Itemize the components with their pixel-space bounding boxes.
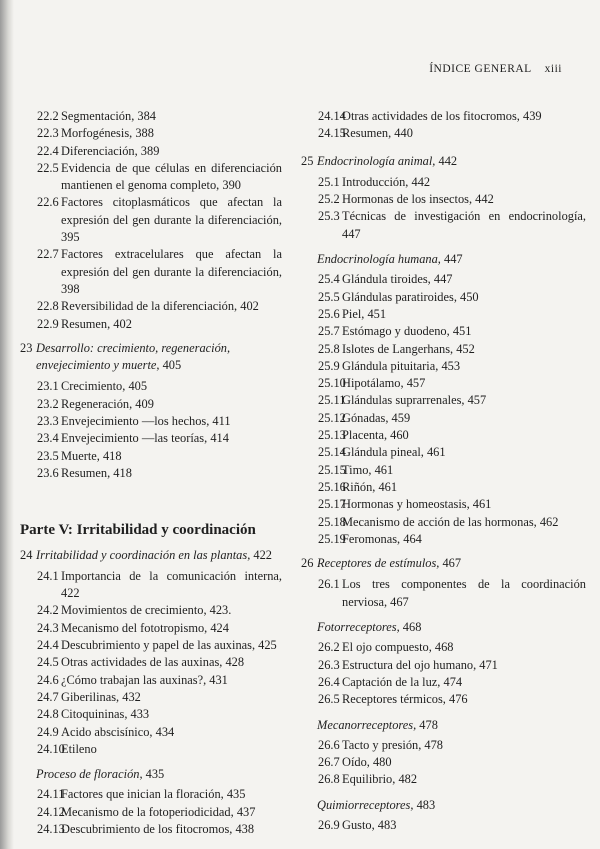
- chapter-26-heading: [301, 555, 586, 572]
- entry-number: 26.8: [318, 772, 340, 787]
- toc-entry: [20, 602, 282, 619]
- list-24-cont: [301, 108, 586, 143]
- list-26d: [301, 817, 586, 834]
- list-26b: [301, 639, 586, 708]
- entry-number: 26.9: [318, 817, 340, 832]
- toc-entry: [301, 341, 586, 358]
- entry-text: Piel, 451: [342, 306, 387, 321]
- toc-entry: [20, 396, 282, 413]
- toc-entry: [20, 786, 282, 803]
- toc-entry: [301, 737, 586, 754]
- entry-number: 24.14: [318, 109, 346, 123]
- entry-number: 25.9: [318, 358, 340, 373]
- entry-text: Mecanismo de acción de las hormonas, 462: [342, 514, 559, 529]
- entry-number: 25.3: [318, 209, 340, 224]
- entry-text: Equilibrio, 482: [342, 772, 418, 787]
- toc-entry: [301, 358, 586, 375]
- entry-text: Placenta, 460: [342, 428, 409, 443]
- entry-text: Otras actividades de las auxinas, 428: [61, 655, 245, 670]
- entry-number: 25.16: [318, 479, 346, 494]
- entry-number: 24.12: [37, 804, 65, 819]
- entry-text: Introducción, 442: [342, 174, 431, 189]
- list-26c: [301, 737, 586, 789]
- entry-number: 25.14: [318, 445, 346, 460]
- entry-text: Resumen, 418: [61, 465, 132, 480]
- entry-number: 24.6: [37, 672, 59, 687]
- entry-text: Citoquininas, 433: [61, 707, 150, 722]
- entry-text: Factores que inician la floración, 435: [61, 787, 246, 802]
- toc-entry: [20, 246, 282, 298]
- entry-number: 25.6: [318, 306, 340, 321]
- entry-number: 23.6: [37, 465, 59, 480]
- list-24b: [20, 786, 282, 838]
- toc-entry: [301, 514, 586, 531]
- toc-entry: [20, 706, 282, 723]
- entry-text: Glándulas paratiroides, 450: [342, 289, 479, 304]
- entry-number: 24.8: [37, 707, 59, 722]
- toc-entry: [20, 689, 282, 706]
- chapter-title: Desarrollo: crecimiento, regeneración, envejecimiento y muerte,: [36, 340, 231, 373]
- toc-entry: [301, 191, 586, 208]
- toc-entry: [301, 271, 586, 288]
- entry-text: Importancia de la comunicación interna, 422: [61, 568, 282, 601]
- entry-number: 22.5: [37, 160, 59, 175]
- toc-entry: [20, 378, 282, 395]
- entry-number: 26.5: [318, 692, 340, 707]
- entry-number: 25.17: [318, 497, 346, 512]
- toc-entry: [20, 724, 282, 741]
- entry-number: 25.5: [318, 289, 340, 304]
- entry-text: Tacto y presión, 478: [342, 737, 443, 752]
- toc-entry: [20, 568, 282, 603]
- toc-entry: [301, 771, 586, 788]
- toc-entry: [301, 427, 586, 444]
- toc-entry: [301, 674, 586, 691]
- toc-entry: [301, 125, 586, 142]
- entry-text: Muerte, 418: [61, 448, 122, 463]
- entry-number: 25.15: [318, 462, 346, 477]
- entry-number: 25.10: [318, 376, 346, 391]
- toc-entry: [301, 531, 586, 548]
- entry-text: Crecimiento, 405: [61, 379, 148, 394]
- entry-text: Regeneración, 409: [61, 396, 154, 411]
- entry-number: 24.3: [37, 620, 59, 635]
- subsection-title: Mecanorreceptores,: [317, 717, 417, 732]
- header-page-number: xiii: [544, 63, 562, 75]
- toc-entry: [20, 316, 282, 333]
- subsection-title: Quimiorreceptores,: [317, 797, 414, 812]
- chapter-title: Endocrinología animal,: [317, 153, 436, 168]
- subsection-floracion: [20, 766, 282, 783]
- entry-text: Mecanismo del fototropismo, 424: [61, 620, 229, 635]
- entry-text: Oído, 480: [342, 755, 392, 770]
- list-24: [20, 568, 282, 758]
- toc-entry: [301, 410, 586, 427]
- toc-entry: [301, 462, 586, 479]
- entry-text: Descubrimiento de los fitocromos, 438: [61, 821, 255, 836]
- entry-number: 26.6: [318, 737, 340, 752]
- subsection-quimiorreceptores: [301, 797, 586, 814]
- list-25: [301, 174, 586, 243]
- subsection-title: Proceso de floración,: [36, 767, 143, 782]
- entry-text: Glándula tiroides, 447: [342, 272, 453, 287]
- entry-text: Gusto, 483: [342, 817, 397, 832]
- toc-entry: [301, 817, 586, 834]
- entry-text: Mecanismo de la fotoperiodicidad, 437: [61, 804, 256, 819]
- toc-entry: [301, 496, 586, 513]
- entry-text: Estructura del ojo humano, 471: [342, 657, 498, 672]
- entry-number: 23.3: [37, 414, 59, 429]
- toc-entry: [301, 323, 586, 340]
- toc-entry: [301, 691, 586, 708]
- entry-number: 23.1: [37, 379, 59, 394]
- chapter-title: Irritabilidad y coordinación en las plantas,: [36, 547, 251, 562]
- entry-number: 24.7: [37, 689, 59, 704]
- entry-text: Acido abscisínico, 434: [61, 724, 175, 739]
- subsection-page: 478: [416, 717, 438, 732]
- left-column: [20, 108, 282, 838]
- entry-number: 22.2: [37, 109, 59, 123]
- entry-text: Diferenciación, 389: [61, 143, 160, 158]
- toc-entry: [301, 576, 586, 611]
- entry-text: Receptores térmicos, 476: [342, 692, 468, 707]
- entry-number: 22.7: [37, 247, 59, 262]
- entry-text: Técnicas de investigación en endocrinología, 447: [342, 209, 586, 241]
- subsection-humana: [301, 251, 586, 268]
- entry-text: Hormonas de los insectos, 442: [342, 192, 494, 207]
- entry-text: Giberilinas, 432: [61, 689, 141, 704]
- entry-number: 25.19: [318, 531, 346, 546]
- toc-entry: [301, 174, 586, 191]
- toc-entry: [20, 637, 282, 654]
- entry-number: 24.9: [37, 724, 59, 739]
- entry-number: 25.18: [318, 514, 346, 529]
- chapter-25-heading: [301, 153, 586, 170]
- toc-entry: [20, 160, 282, 195]
- entry-text: Factores extracelulares que afectan la expresión del gen durante la diferenciación, 398: [61, 247, 282, 296]
- subsection-title: Endocrinología humana,: [317, 252, 441, 267]
- toc-entry: [301, 108, 586, 125]
- entry-text: Otras actividades de los fitocromos, 439: [342, 109, 542, 123]
- entry-number: 24.5: [37, 655, 59, 670]
- entry-number: 24.4: [37, 638, 59, 653]
- entry-number: 25.12: [318, 410, 346, 425]
- entry-number: 22.3: [37, 126, 59, 141]
- toc-entry: [20, 413, 282, 430]
- entry-text: Captación de la luz, 474: [342, 674, 463, 689]
- toc-entry: [301, 657, 586, 674]
- entry-text: Reversibilidad de la diferenciación, 402: [61, 299, 259, 314]
- toc-entry: [301, 306, 586, 323]
- subsection-fotorreceptores: [301, 619, 586, 636]
- chapter-24-heading: [20, 547, 282, 564]
- entry-text: Timo, 461: [342, 462, 394, 477]
- entry-number: 24.11: [37, 787, 65, 802]
- entry-text: Glándula pituitaria, 453: [342, 358, 461, 373]
- entry-text: Hipotálamo, 457: [342, 376, 426, 391]
- toc-entry: [20, 804, 282, 821]
- entry-text: Evidencia de que células en diferenciación mantienen el genoma completo, 390: [61, 160, 282, 193]
- entry-number: 23.4: [37, 431, 59, 446]
- entry-text: El ojo compuesto, 468: [342, 640, 454, 655]
- toc-entry: [20, 448, 282, 465]
- subsection-page: 483: [413, 797, 436, 812]
- entry-number: 24.15: [318, 126, 346, 141]
- entry-text: Glándula pineal, 461: [342, 445, 446, 460]
- subsection-page: 447: [440, 252, 463, 267]
- chapter-page: 422: [250, 547, 272, 562]
- entry-number: 25.13: [318, 428, 346, 443]
- entry-number: 24.13: [37, 821, 65, 836]
- entry-number: 23.5: [37, 448, 59, 463]
- chapter-number: 26: [301, 556, 314, 571]
- subsection-page: 468: [399, 620, 422, 635]
- toc-entry: [20, 821, 282, 838]
- toc-entry: [20, 620, 282, 637]
- toc-entry: [20, 672, 282, 689]
- toc-entry: [20, 125, 282, 142]
- entry-number: 24.10: [37, 741, 65, 756]
- entry-number: 22.6: [37, 195, 59, 210]
- entry-text: Feromonas, 464: [342, 531, 422, 546]
- entry-text: Segmentación, 384: [61, 109, 156, 123]
- entry-number: 22.9: [37, 316, 59, 331]
- toc-entry: [20, 654, 282, 671]
- entry-text: Riñón, 461: [342, 479, 398, 494]
- entry-number: 26.1: [318, 577, 340, 592]
- entry-text: Gónadas, 459: [342, 410, 411, 425]
- list-26: [301, 576, 586, 611]
- entry-number: 25.11: [318, 393, 346, 408]
- entry-number: 26.3: [318, 657, 340, 672]
- toc-entry: [20, 465, 282, 482]
- entry-number: 25.7: [318, 324, 340, 339]
- part-heading: Parte V: Irritabilidad y coordinación: [20, 522, 256, 539]
- running-header: [429, 63, 562, 75]
- entry-number: 24.2: [37, 603, 59, 618]
- entry-number: 26.7: [318, 755, 340, 770]
- toc-entry: [301, 208, 586, 243]
- toc-entry: [20, 741, 282, 758]
- entry-text: Envejecimiento —los hechos, 411: [61, 414, 231, 429]
- header-title: ÍNDICE GENERAL: [429, 63, 532, 75]
- right-column: [301, 108, 586, 834]
- toc-entry: [301, 392, 586, 409]
- toc-entry: [301, 289, 586, 306]
- entry-number: 22.8: [37, 299, 59, 314]
- toc-entry: [20, 298, 282, 315]
- toc-entry: [301, 754, 586, 771]
- chapter-number: 25: [301, 153, 314, 168]
- entry-text: Morfogénesis, 388: [61, 126, 154, 141]
- chapter-title: Receptores de estímulos,: [317, 556, 440, 571]
- chapter-number: 24: [20, 547, 33, 562]
- list-23: [20, 378, 282, 482]
- entry-text: Los tres componentes de la coordinación nerviosa, 467: [342, 577, 586, 609]
- entry-number: 24.1: [37, 568, 59, 583]
- entry-text: ¿Cómo trabajan las auxinas?, 431: [61, 672, 228, 687]
- entry-text: Estómago y duodeno, 451: [342, 324, 472, 339]
- entry-number: 23.2: [37, 396, 59, 411]
- entry-text: Resumen, 440: [342, 126, 413, 141]
- toc-entry: [301, 479, 586, 496]
- chapter-23-heading: [20, 340, 282, 375]
- entry-text: Glándulas suprarrenales, 457: [342, 393, 487, 408]
- entry-text: Movimientos de crecimiento, 423.: [61, 603, 232, 618]
- chapter-page: 442: [435, 153, 458, 168]
- chapter-number: 23: [20, 340, 33, 355]
- chapter-page: 405: [159, 358, 182, 373]
- entry-number: 22.4: [37, 143, 59, 158]
- toc-entry: [301, 375, 586, 392]
- entry-number: 26.2: [318, 640, 340, 655]
- toc-entry: [20, 143, 282, 160]
- list-22: [20, 108, 282, 333]
- entry-text: Hormonas y homeostasis, 461: [342, 497, 492, 512]
- toc-entry: [301, 639, 586, 656]
- entry-number: 25.1: [318, 174, 340, 189]
- toc-entry: [20, 430, 282, 447]
- entry-text: Etileno: [61, 741, 97, 756]
- toc-entry: [301, 444, 586, 461]
- toc-entry: [20, 108, 282, 125]
- chapter-page: 467: [439, 556, 462, 571]
- page-gutter-shadow: [0, 0, 14, 849]
- subsection-title: Fotorreceptores,: [317, 620, 400, 635]
- entry-text: Factores citoplasmáticos que afectan la expresión del gen durante la diferenciación, 395: [61, 195, 282, 245]
- entry-number: 26.4: [318, 674, 340, 689]
- toc-entry: [20, 194, 282, 246]
- entry-number: 25.8: [318, 341, 340, 356]
- list-25b: [301, 271, 586, 548]
- subsection-page: 435: [142, 767, 165, 782]
- entry-text: Islotes de Langerhans, 452: [342, 341, 475, 356]
- subsection-mecanorreceptores: [301, 717, 586, 734]
- entry-number: 25.2: [318, 192, 340, 207]
- entry-text: Descubrimiento y papel de las auxinas, 425: [61, 638, 277, 653]
- entry-number: 25.4: [318, 272, 340, 287]
- entry-text: Resumen, 402: [61, 316, 132, 331]
- entry-text: Envejecimiento —las teorías, 414: [61, 431, 229, 446]
